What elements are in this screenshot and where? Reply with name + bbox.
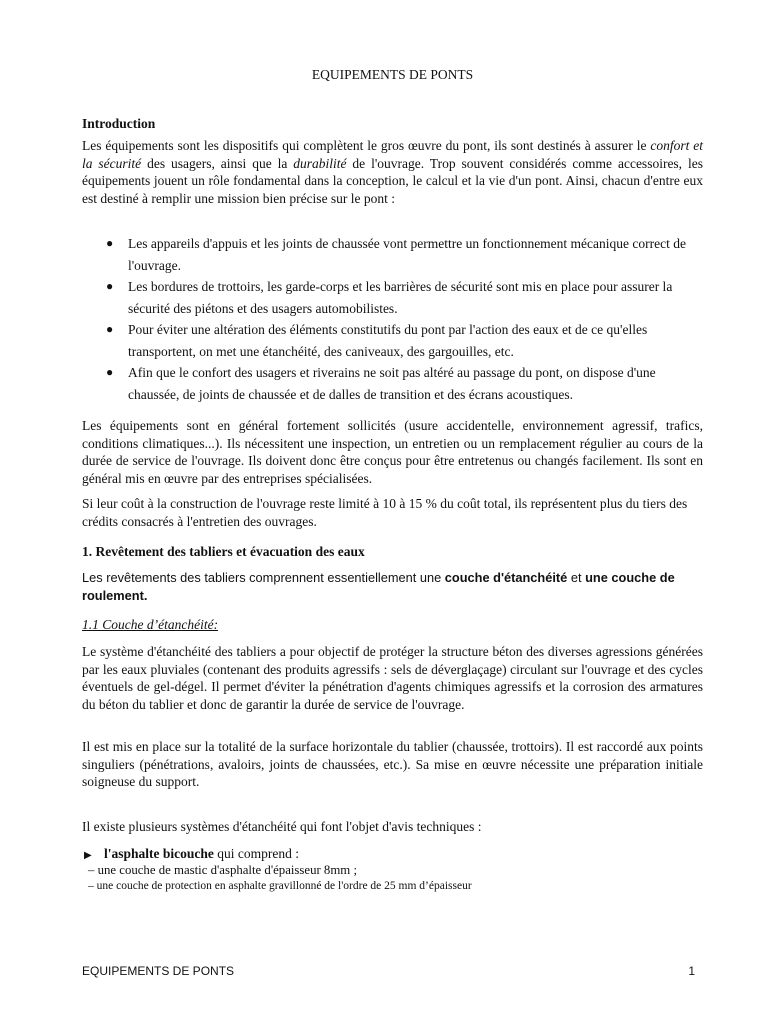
- intro-paragraph: Les équipements sont les dispositifs qui complètent le gros œuvre du pont, ils sont destinés à assurer le confort et la sécurité des usagers, ainsi que la durabilité de l'ouvrage. Trop souvent considérés comme accessoires, les équipements jouent un rôle fondamental dans la conception, le calcul et la vie d'un pont. Ainsi, chacun d'entre eux est destiné à remplir une mission bien précise sur le pont :: [82, 138, 703, 206]
- list-item: ● Pour éviter une altération des éléments constitutifs du pont par l'action des eaux et de ce qu'elles transportent, on met une étanchéité, des caniveaux, des gargouilles, etc.: [82, 319, 703, 362]
- paragraph-sollicitation: Les équipements sont en général fortement sollicités (usure accidentelle, environnement agressif, trafics, conditions climatiques...). Ils nécessitent une inspection, un entretien ou un remplacement régulier au cours de la durée de service de l'ouvrage. Ils doivent donc être conçus pour être entretenus ou changés facilement. Ils sont en général mis en œuvre par des entreprises spécialisées.: [82, 418, 703, 486]
- intro-heading: Introduction: [82, 116, 156, 131]
- subsection-paragraph-objective: Le système d'étanchéité des tabliers a pour objectif de protéger la structure béton des diverses agressions générées par les eaux pluviales (contenant des produits agressifs : sels de déverglaçage) circulant sur l'ouvrage et des cycles éventuels de gel-dégel. Il permet d'éviter la pénétration d'agents chimiques agressifs et la corrosion des armatures du béton du tablier et donc de garantir la durée de service de l'ouvrage.: [82, 644, 703, 712]
- paragraph-cost: Si leur coût à la construction de l'ouvrage reste limité à 10 à 15 % du coût total, ils représentent plus du tiers des crédits consacrés à l'entretien des ouvrages.: [82, 496, 688, 529]
- system-item-title: l'asphalte bicouche qui comprend :: [104, 846, 299, 861]
- list-item: ● Les bordures de trottoirs, les garde-corps et les barrières de sécurité sont mis en place pour assurer la sécurité des piétons et des usagers automobilistes.: [82, 276, 703, 319]
- page-footer: [82, 964, 703, 978]
- bullet-icon: ●: [106, 322, 114, 336]
- arrow-right-icon: ▶: [84, 850, 92, 861]
- subsection-1-1-heading: 1.1 Couche d’étanchéité:: [82, 617, 219, 632]
- bullet-icon: ●: [106, 365, 114, 379]
- list-item: ● Afin que le confort des usagers et riverains ne soit pas altéré au passage du pont, on dispose d'une chaussée, de joints de chaussée et de dalles de transition et des écrans acoustiques.: [82, 362, 703, 405]
- page-number: 1: [688, 964, 695, 978]
- section-1-paragraph: Les revêtements des tabliers comprennent essentiellement une couche d'étanchéité et une couche de roulement.: [82, 570, 675, 603]
- page-title: EQUIPEMENTS DE PONTS: [311, 67, 474, 82]
- system-sub-item: – une couche de mastic d'asphalte d'épaisseur 8mm ;: [88, 863, 357, 877]
- list-item: ● Les appareils d'appuis et les joints de chaussée vont permettre un fonctionnement mécanique correct de l'ouvrage.: [82, 233, 703, 276]
- bullet-icon: ●: [106, 279, 114, 293]
- system-sub-item: – une couche de protection en asphalte gravillonné de l'ordre de 25 mm d’épaisseur: [88, 880, 472, 892]
- section-1-heading: 1. Revêtement des tabliers et évacuation des eaux: [82, 544, 365, 559]
- subsection-paragraph-systems: Il existe plusieurs systèmes d'étanchéité qui font l'objet d'avis techniques :: [82, 819, 482, 834]
- bullet-icon: ●: [106, 236, 114, 250]
- equipment-list: [82, 233, 703, 405]
- subsection-paragraph-placement: Il est mis en place sur la totalité de la surface horizontale du tablier (chaussée, trottoirs). Il est raccordé aux points singuliers (pénétrations, avaloirs, joints de chaussées, etc.). Sa mise en œuvre nécessite une préparation initiale soigneuse du support.: [82, 739, 703, 789]
- footer-label: EQUIPEMENTS DE PONTS: [82, 964, 235, 978]
- system-item: [82, 845, 703, 894]
